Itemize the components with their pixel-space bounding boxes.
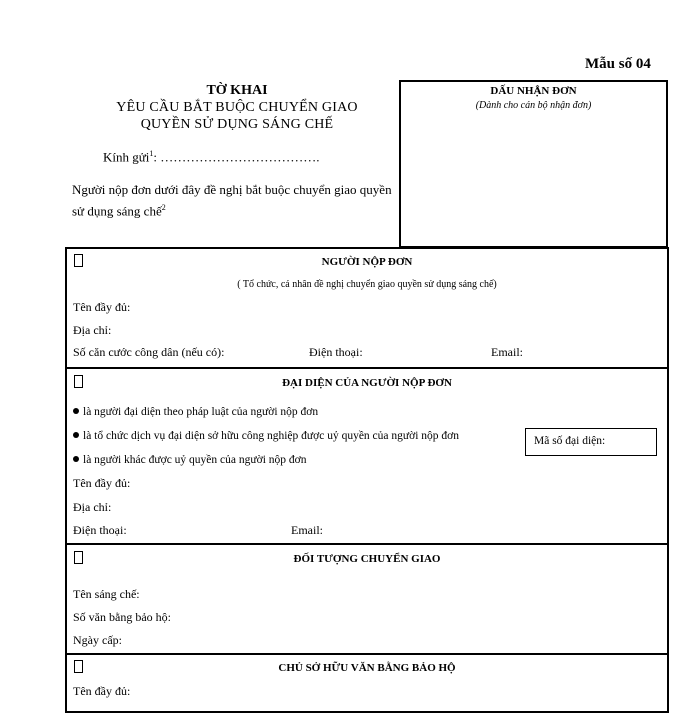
rep-option-ip-agency[interactable]: là tổ chức dịch vụ đại diện sở hữu công nghiệp được uỷ quyền của người nộp đơn [73, 430, 459, 442]
rep-email-field[interactable]: Email: [291, 523, 323, 537]
transfer-object-title: ĐỐI TƯỢNG CHUYỂN GIAO [293, 553, 441, 565]
rep-full-name-field[interactable]: Tên đầy đủ: [73, 476, 131, 490]
receipt-stamp-box [399, 80, 668, 248]
applicant-full-name-field[interactable]: Tên đầy đủ: [73, 300, 131, 314]
title-line-1: TỜ KHAI [206, 83, 268, 98]
stamp-title: DẤU NHẬN ĐƠN [490, 85, 577, 97]
issue-date-field[interactable]: Ngày cấp: [73, 633, 122, 647]
bullet-icon [73, 408, 79, 414]
representative-section [65, 367, 669, 545]
applicant-address-field[interactable]: Địa chỉ: [73, 323, 112, 337]
rep-address-field[interactable]: Địa chỉ: [73, 500, 112, 514]
form-title [72, 82, 402, 133]
rep-phone-field[interactable]: Điện thoại: [73, 523, 127, 537]
intro-text: Người nộp đơn dưới đây đề nghị bắt buộc chuyển giao quyền sử dụng sáng chế [72, 182, 392, 219]
applicant-title: NGƯỜI NỘP ĐƠN [321, 256, 413, 268]
form-code: Mẫu số 04 [585, 56, 651, 72]
rep-option-other[interactable]: là người khác được uỷ quyền của người nộp đơn [73, 454, 306, 466]
bullet-icon [73, 456, 79, 462]
patent-number-field[interactable]: Số văn bằng bảo hộ: [73, 610, 171, 624]
bullet-icon [73, 432, 79, 438]
applicant-subtitle: ( Tổ chức, cá nhân đề nghị chuyển giao quyền sử dụng sáng chế) [237, 279, 497, 290]
owner-full-name-field[interactable]: Tên đầy đủ: [73, 684, 131, 698]
stamp-subtitle: (Dành cho cán bộ nhận đơn) [475, 100, 592, 111]
applicant-email-field[interactable]: Email: [491, 345, 523, 359]
rep-code-field[interactable]: Mã số đại diện: [525, 428, 657, 456]
footnote-marker-2: 2 [161, 203, 166, 212]
patent-owner-title: CHỦ SỞ HỮU VĂN BẰNG BẢO HỘ [278, 662, 456, 674]
title-line-2: YÊU CẦU BẮT BUỘC CHUYỂN GIAO [116, 100, 358, 115]
recipient-label: Kính gửi [103, 149, 150, 165]
intro-paragraph [72, 181, 402, 220]
invention-name-field[interactable]: Tên sáng chế: [73, 587, 140, 601]
patent-owner-section [65, 653, 669, 713]
applicant-phone-field[interactable]: Điện thoại: [309, 345, 363, 359]
recipient-line [103, 149, 320, 165]
title-line-3: QUYỀN SỬ DỤNG SÁNG CHẾ [140, 117, 334, 132]
footnote-marker-1: 1 [149, 149, 154, 158]
applicant-section [65, 247, 669, 369]
transfer-object-section [65, 543, 669, 655]
applicant-id-field[interactable]: Số căn cước công dân (nếu có): [73, 345, 225, 359]
rep-option-legal[interactable]: là người đại diện theo pháp luật của người nộp đơn [73, 406, 318, 418]
representative-title: ĐẠI DIỆN CỦA NGƯỜI NỘP ĐƠN [282, 377, 452, 389]
recipient-blank[interactable]: : ………………………………. [153, 149, 320, 165]
